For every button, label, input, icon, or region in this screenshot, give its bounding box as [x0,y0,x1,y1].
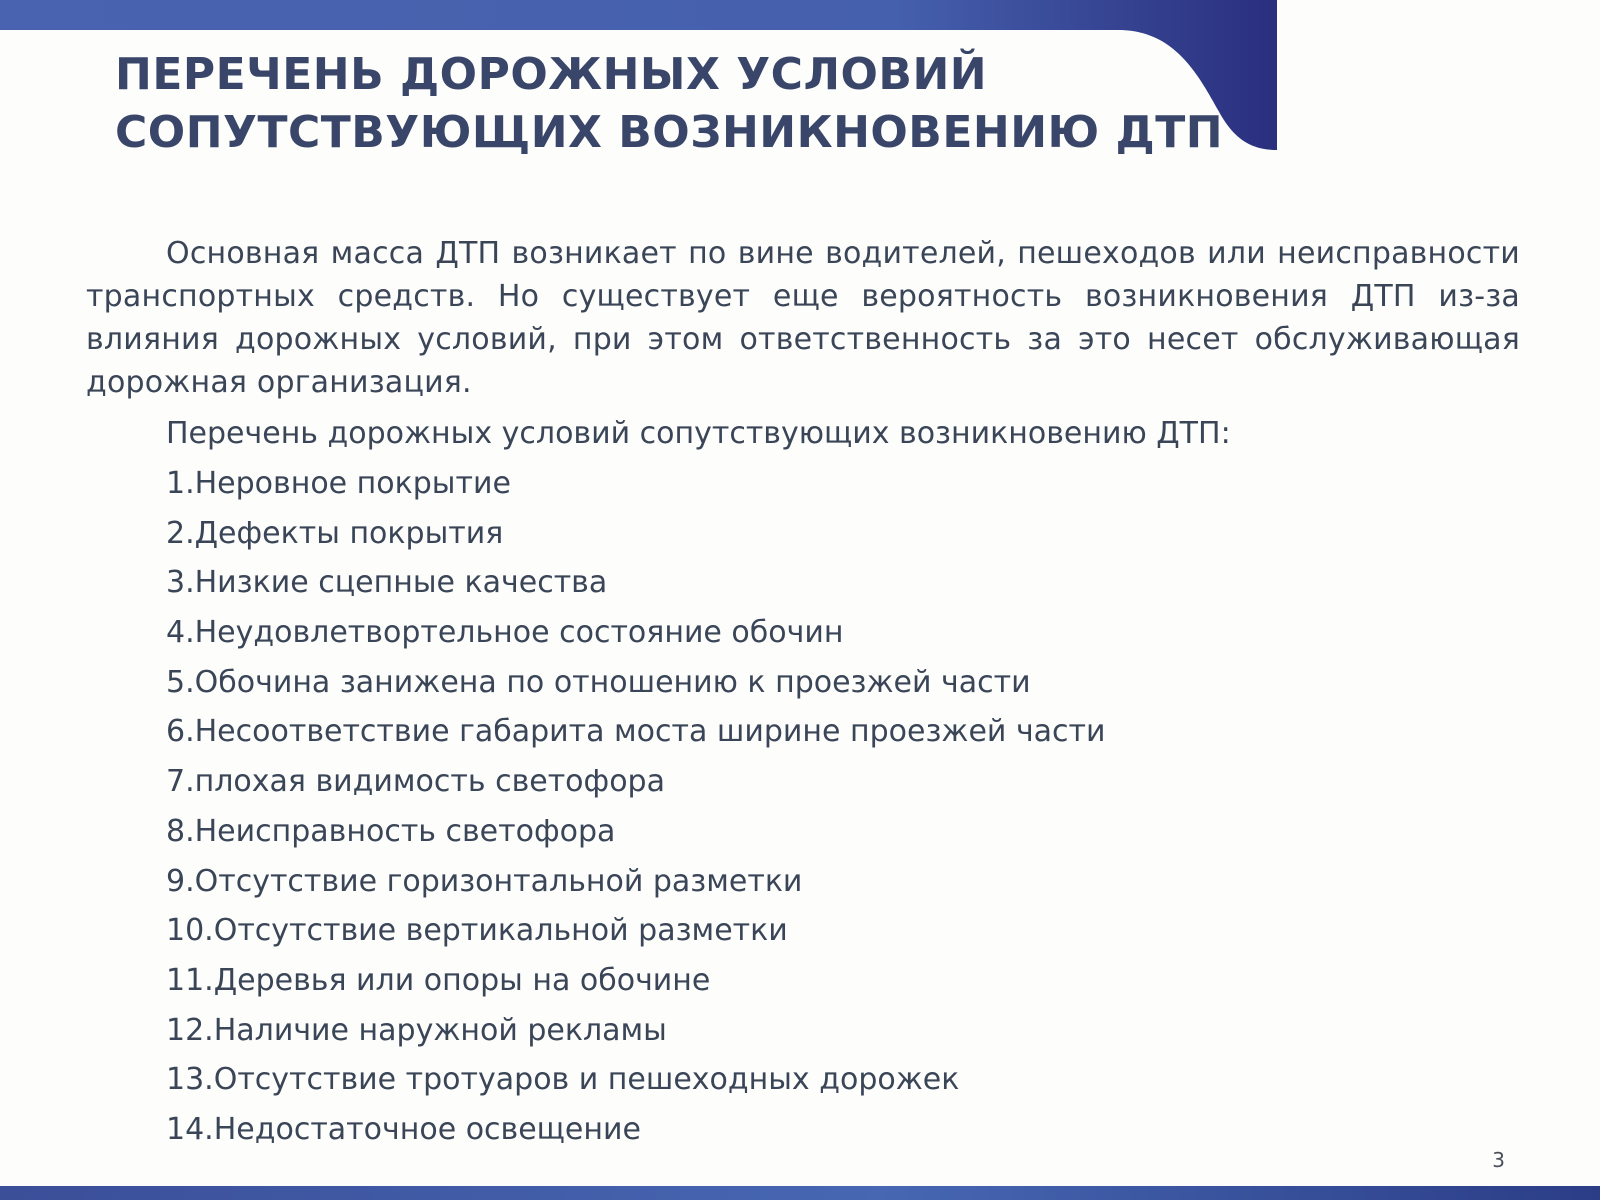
road-conditions-list [86,459,1520,1155]
page-number: 3 [1492,1148,1505,1172]
slide-title [115,46,1265,162]
list-item: 14.Недостаточное освещение [166,1111,641,1147]
list-item: 12.Наличие наружной рекламы [166,1012,667,1048]
list-item: 4.Неудовлетвортельное состояние обочин [166,615,844,651]
slide-body [86,232,1520,1155]
intro-paragraph: Основная масса ДТП возникает по вине водителей, пешеходов или неисправности транспортных средств. Но существует еще вероятность возникновения ДТП из-за влияния дорожных условий, при этом ответственность за это несет обслуживающая дорожная организация. [86,236,1520,400]
slide-title-line-2: СОПУТСТВУЮЩИХ ВОЗНИКНОВЕНИЮ ДТП [115,107,1224,158]
list-item: 9.Отсутствие горизонтальной разметки [166,863,803,899]
list-item: 6.Несоответствие габарита моста ширине проезжей части [166,714,1106,750]
list-item: 8.Неисправность светофора [166,813,616,849]
slide-title-line-1: ПЕРЕЧЕНЬ ДОРОЖНЫХ УСЛОВИЙ [115,49,988,100]
list-item: 3.Низкие сцепные качества [166,565,608,601]
list-item: 11.Деревья или опоры на обочине [166,962,711,998]
list-item: 13.Отсутствие тротуаров и пешеходных дорожек [166,1062,960,1098]
list-item: 1.Неровное покрытие [166,466,511,501]
list-item: 5.Обочина занижена по отношению к проезжей части [166,664,1031,700]
footer-bar [0,1186,1600,1200]
list-heading: Перечень дорожных условий сопутствующих возникновению ДТП: [166,416,1231,451]
list-item: 2.Дефекты покрытия [166,515,504,551]
list-item: 7.плохая видимость светофора [166,764,665,800]
list-item: 10.Отсутствие вертикальной разметки [166,913,788,949]
